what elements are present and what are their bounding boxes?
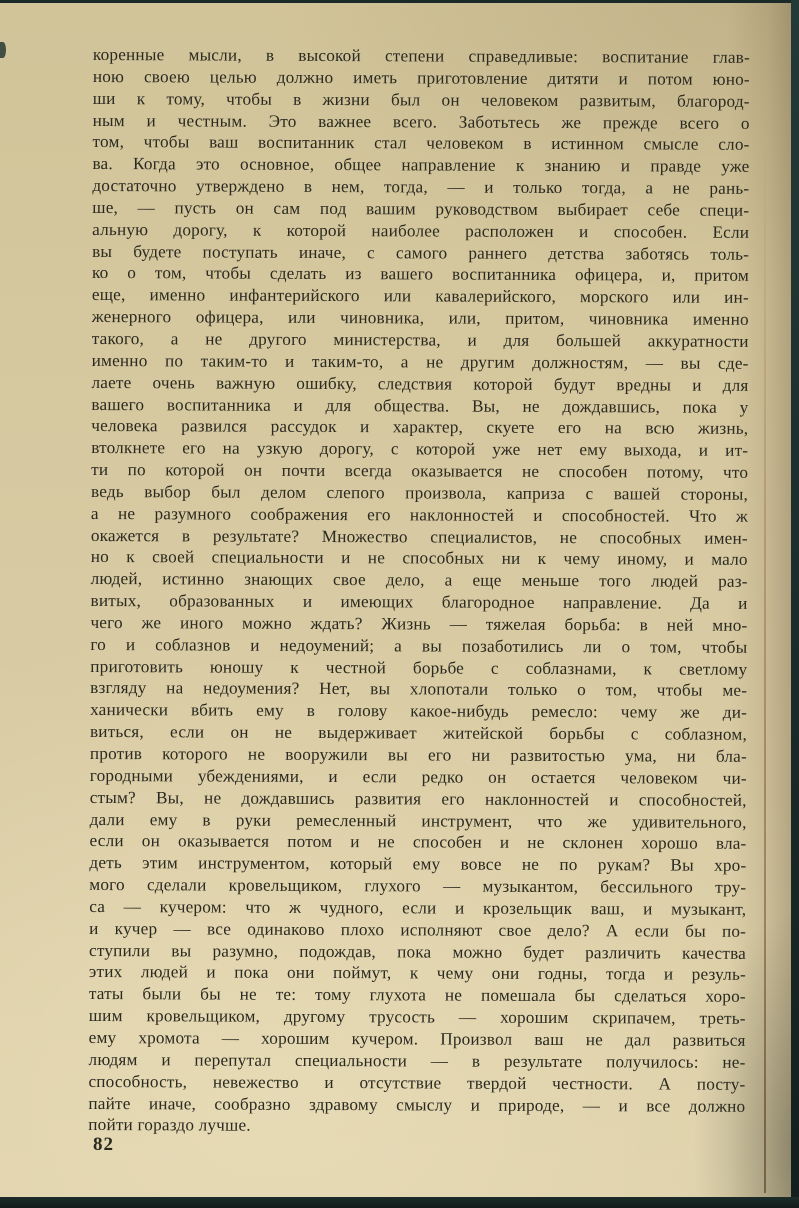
text-line: коренные мысли, в высокой степени справедливые: воспитание глав- [92,44,750,67]
text-block [88,44,750,1139]
text-line: го и соблазнов и недоумений; а вы позаботились ли о том, чтобы [90,634,748,657]
text-line: ко о том, чтобы сделать из вашего воспитанника офицера, и, притом [91,263,750,286]
text-line: но к своей специальности и не способных ни к чему иному, и мало [90,547,748,570]
text-line: таты были бы не те: тому глухота не помешала бы сделаться хоро- [88,984,746,1007]
text-line: взгляду на недоумения? Нет, вы хлопотали только о том, чтобы ме- [90,678,748,701]
text-line: ведь выбор был делом слепого произвола, каприза с вашей стороны, [91,481,749,504]
text-line: стым? Вы, не дождавшись развития его наклонностей и способностей, [89,787,747,810]
text-line: пайте иначе, сообразно здравому смыслу и природе, — и все должно [88,1093,746,1116]
scan-edge-top [0,0,799,3]
text-line: лаете очень важную ошибку, следствия которой будут вредны и для [91,372,749,395]
text-line: ханически вбить ему в голову какое-нибудь ремесло: чему же ди- [90,700,748,723]
text-line: витых, образованных и имеющих благородное направление. Да и [90,591,748,613]
text-line: виться, если он не выдерживает житейской борьбы с соблазном, [89,722,748,745]
text-line: еще, именно инфантерийского или кавалерийского, морского или ин- [91,285,749,308]
text-line: и кучер — все одинаково плохо исполняют свое дело? А если бы по- [89,918,747,941]
scan-edge-nick [0,42,6,58]
text-line: ным и честным. Это важнее всего. Заботьтесь же прежде всего о [92,110,750,133]
text-line: мого сделали кровельщиком, глухого — музыкантом, бессильного тру- [89,875,747,897]
text-line: альную дорогу, к которой наиболее расположен и способен. Если [92,219,750,242]
page-number: 82 [93,1134,114,1155]
text-line: пойти гораздо лучше. [88,1115,251,1136]
text-line: женерного офицера, или чиновника, или, притом, чиновника именно [91,307,749,329]
text-line: ною своею целью должно иметь приготовление дитяти и потом юно- [92,66,750,89]
text-line: ше, — пусть он сам под вашим руководством выбирает себе специ- [92,197,750,220]
text-line: окажется в результате? Множество специалистов, не способных имен- [90,525,748,548]
text-line: этих людей и пока они поймут, к чему они годны, тогда и резуль- [88,962,746,985]
text-line: чего же иного можно ждать? Жизнь — тяжелая борьба: в ней мно- [90,612,748,635]
text-line: городными убеждениями, и если редко он остается человеком чи- [89,765,747,788]
text-line: такого, а не другого министерства, и для большей аккуратности [91,328,749,351]
paper-surface [0,3,791,1197]
text-line: людям и перепутал специальности — в результате получилось: не- [88,1049,746,1072]
text-line: против которого не вооружили вы его ни развитостью ума, ни бла- [89,743,747,766]
text-line: человека развился рассудок и характер, скуете его на всю жизнь, [91,416,749,439]
text-line: если он оказывается потом и не способен и не склонен хорошо вла- [89,831,747,854]
text-line: приготовить юношу к честной борьбе с соблазнами, к светлому [90,656,748,679]
text-line: шим кровельщиком, другому трусость — хорошим скрипачем, треть- [88,1006,746,1028]
text-line: са — кучером: что ж чудного, если и крозельщик ваш, и музыкант, [89,896,747,919]
page-crease-line [764,138,766,1193]
text-line: дали ему в руки ремесленный инструмент, что же удивительного, [89,809,747,832]
text-line: том, чтобы ваш воспитанник стал человеком в истинном смысле сло- [92,132,750,155]
text-line: ва. Когда это основное, общее направление к знанию и правде уже [92,154,750,177]
text-line: деть этим инструментом, который ему вовсе не по рукам? Вы хро- [89,853,747,876]
text-line: ему хромота — хорошим кучером. Произвол ваш не дал развиться [88,1027,746,1050]
text-line: а не разумного соображения его наклонностей и способностей. Что ж [90,503,748,526]
text-line: ступили вы разумно, подождав, пока можно будет различить качества [89,940,747,963]
text-line: людей, истинно знающих свое дело, а еще меньше того людей раз- [90,569,748,592]
text-line: вы будете поступать иначе, с самого раннего детства заботясь толь- [92,241,750,264]
text-line: ти по которой он почти всегда оказывается не способен потому, что [91,460,749,482]
text-line: способность, невежество и отсутствие твердой честности. А посту- [88,1071,746,1094]
text-line: вашего воспитанника и для общества. Вы, не дождавшись, пока у [91,394,749,417]
scan-edge-right [791,0,799,1208]
scan-edge-bottom [0,1197,799,1208]
text-line: втолкнете его на узкую дорогу, с которой уже нет ему выхода, и ит- [91,438,749,461]
text-line: ши к тому, чтобы в жизни был он человеком развитым, благород- [92,88,750,111]
text-line: достаточно утверждено в нем, тогда, — и только тогда, а не рань- [92,176,750,198]
text-line: именно по таким-то и таким-то, а не другим должностям, — вы сде- [91,350,749,373]
